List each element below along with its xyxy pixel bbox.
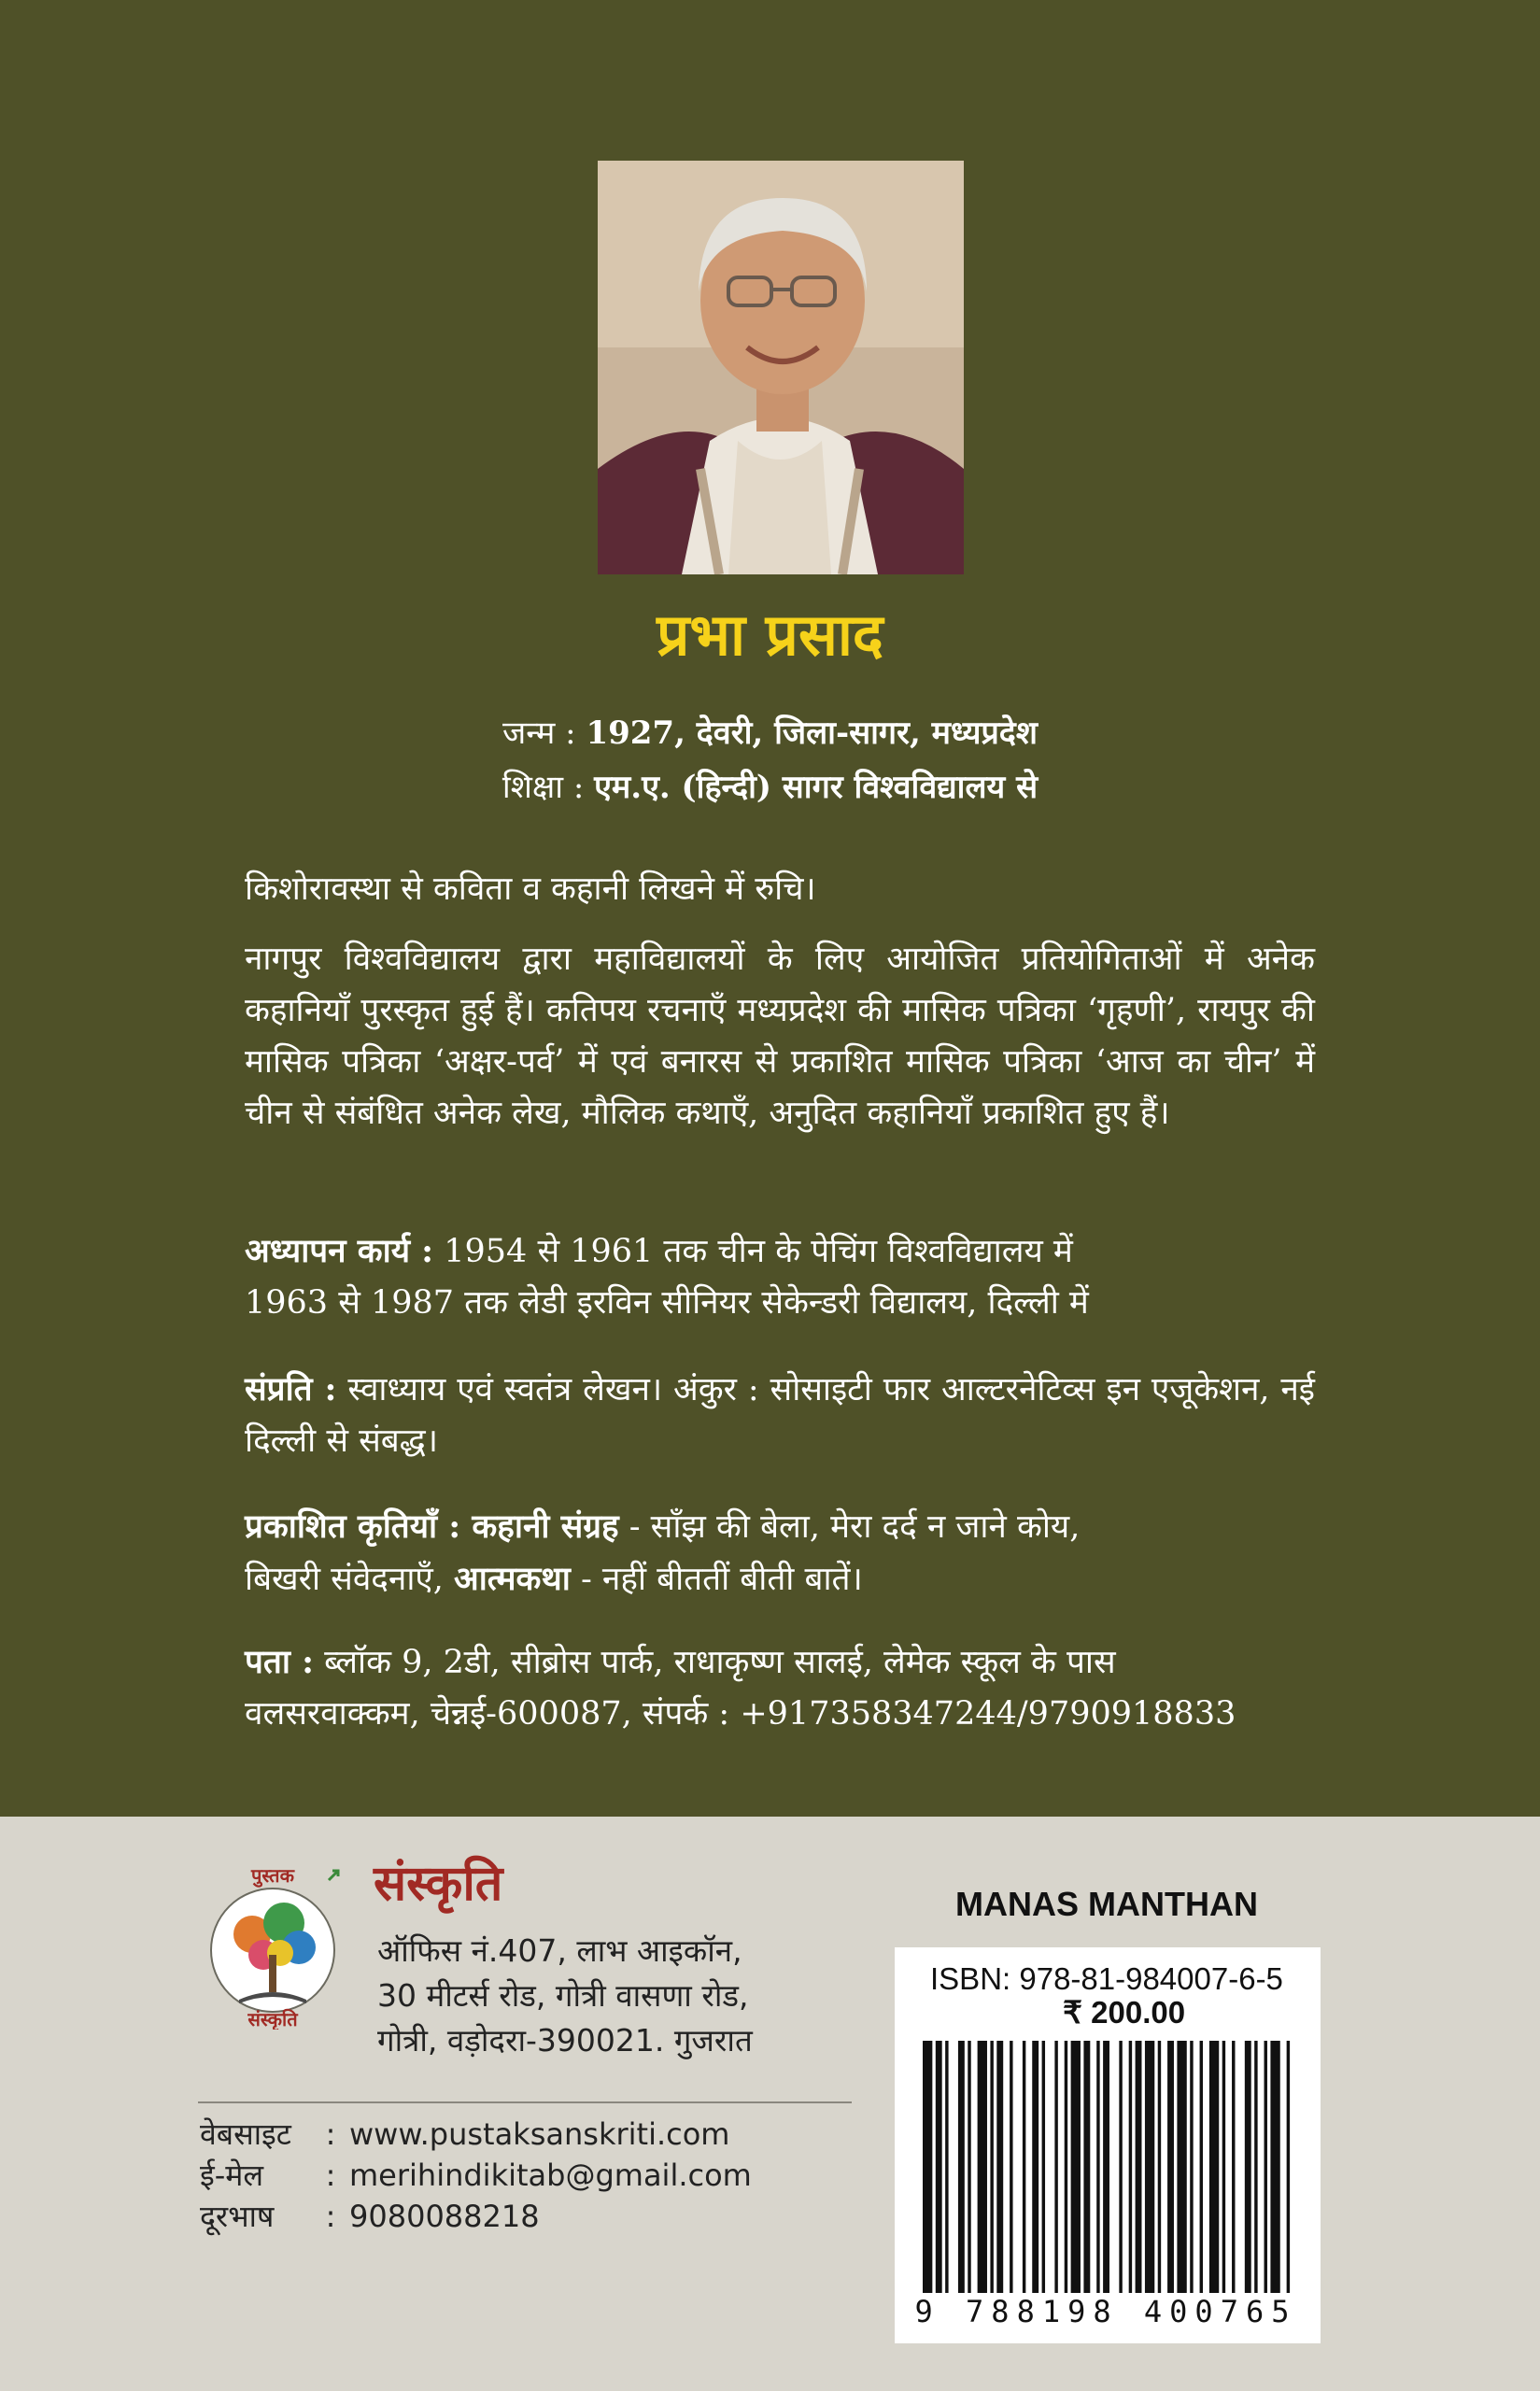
current-label: संप्रति : [245,1370,337,1408]
barcode-bar [968,2041,970,2293]
barcode-bar [1096,2041,1099,2293]
bio-interest [245,864,1315,915]
education-value: एम.ए. (हिन्दी) सागर विश्वविद्यालय से [594,769,1038,806]
email-label: ई-मेल [200,2158,264,2193]
barcode-digits: 9 788198 400765 [914,2294,1297,2329]
barcode-bar [923,2041,932,2293]
website-label: वेबसाइट [200,2116,291,2152]
barcode-bar [1209,2041,1219,2293]
teaching-line-2: 1963 से 1987 तक लेडी इरविन सीनियर सेकेन्डरी विद्यालय, दिल्ली में [245,1284,1089,1322]
barcode-bar [1042,2041,1045,2293]
barcode-bar [936,2041,942,2293]
author-birth [0,710,1540,757]
divider [198,2101,852,2103]
price-text: ₹ 200.00 [1063,1995,1186,2030]
teaching-label: अध्यापन कार्य : [245,1232,434,1270]
barcode-bar [958,2041,965,2293]
bio-current [245,1364,1315,1467]
address-label: पता : [245,1643,315,1681]
barcode-bar [978,2041,987,2293]
website-value[interactable]: www.pustaksanskriti.com [349,2116,730,2152]
author-name: प्रभा प्रसाद [657,601,883,669]
barcode-bar [1103,2041,1109,2293]
education-label: शिक्षा : [502,769,585,806]
publisher-phone: दूरभाष : 9080088218 [200,2196,540,2237]
barcode-bar [1032,2041,1038,2293]
barcode-bar [1287,2041,1290,2293]
barcode-bar [1177,2041,1186,2293]
bio-teaching [245,1225,1315,1329]
barcode-bar [1190,2041,1193,2293]
author-photo [598,161,964,574]
current-text: स्वाध्याय एवं स्वतंत्र लेखन। अंकुर : सोसाइटी फार आल्टरनेटिव्स इन एजूकेशन, नई दिल्ली से संबद्ध। [245,1371,1315,1460]
bio-interest-text: किशोरावस्था से कविता व कहानी लिखने में रुचि। [245,870,816,908]
works-text-1: - साँझ की बेला, मेरा दर्द न जाने कोय, [618,1508,1081,1546]
barcode-bar [1083,2041,1090,2293]
author-education [0,764,1540,811]
barcode-bar [1071,2041,1081,2293]
series-title: MANAS MANTHAN [955,1885,1258,1923]
back-cover-bottom-panel [0,1817,1540,2391]
teaching-line-1: 1954 से 1961 तक चीन के पेचिंग विश्वविद्यालय में [444,1233,1073,1270]
logo-top-text: पुस्तक [251,1864,294,1887]
works-text-2: बिखरी संवेदनाएँ, [245,1561,454,1598]
phone-label: दूरभाष [200,2199,275,2234]
publisher-address-line-3: गोत्री, वड़ोदरा-390021. गुजरात [377,2022,753,2059]
birth-label: जन्म : [502,714,576,752]
barcode-bar [1245,2041,1251,2293]
isbn-text: ISBN: 978-81-984007-6-5 [930,1961,1283,1996]
barcode-bar [1270,2041,1279,2293]
works-label-2: आत्मकथा [454,1560,571,1598]
logo-bottom-text: संस्कृति [247,2008,298,2030]
barcode-bar [945,2041,948,2293]
barcode-bar [1010,2041,1012,2293]
address-line-1: ब्लॉक 9, 2डी, सीब्रोस पार्क, राधाकृष्ण सालई, लेमेक स्कूल के पास [324,1644,1116,1681]
works-text-3: - नहीं बीततीं बीती बातें। [570,1561,863,1598]
barcode-bar [1145,2041,1154,2293]
birth-value: 1927, देवरी, जिला-सागर, मध्यप्रदेश [586,714,1038,752]
barcode-bar [1158,2041,1161,2293]
isbn-barcode-box [895,1947,1321,2343]
publisher-website[interactable]: वेबसाइट : www.pustaksanskriti.com [200,2114,729,2155]
publisher-logo [198,1861,347,2030]
barcode-graphic [923,2041,1296,2293]
phone-value: 9080088218 [349,2199,540,2234]
bio-achievements-text: नागपुर विश्वविद्यालय द्वारा महाविद्यालयों के लिए आयोजित प्रतियोगिताओं में अनेक कहानियाँ पुरस्कृत हुई हैं। कतिपय रचनाएँ मध्यप्रदेश की मासिक पत्रिका ‘गृहणी’, रायपुर की मासिक पत्रिका ‘अक्षर-पर्व’ में एवं बनारस से प्रकाशित मासिक पत्रिका ‘आज का चीन’ में चीन से संबंधित अनेक लेख, मौलिक कथाएँ, अनुदित कहानियाँ प्रकाशित हुए हैं। [245,941,1315,1132]
publisher-address-line-1: ऑफिस नं.407, लाभ आइकॉन, [377,1932,742,1969]
bio-achievements [245,934,1315,1139]
email-value[interactable]: merihindikitab@gmail.com [349,2158,752,2193]
publisher-email[interactable]: ई-मेल : merihindikitab@gmail.com [200,2155,752,2196]
barcode-bar [1264,2041,1267,2293]
address-line-2: वलसरवाक्कम, चेन्नई-600087, संपर्क : +917358347244/9790918833 [245,1695,1236,1733]
barcode-bar [1136,2041,1142,2293]
bio-works [245,1501,1315,1606]
barcode-bar [1200,2041,1203,2293]
barcode-bar [1023,2041,1025,2293]
barcode-bar [990,2041,993,2293]
barcode-bar [1054,2041,1057,2293]
barcode-bar [1167,2041,1174,2293]
barcode-bar [1065,2041,1067,2293]
works-label: प्रकाशित कृतियाँ : कहानी संग्रह [245,1507,619,1546]
barcode-bar [996,2041,1003,2293]
publisher-address-line-2: 30 मीटर्स रोड, गोत्री वासणा रोड, [377,1977,749,2014]
barcode-bar [1254,2041,1257,2293]
barcode-bar [1119,2041,1122,2293]
barcode-bar [1129,2041,1132,2293]
publisher-name: संस्कृति [374,1856,503,1912]
bio-address [245,1636,1315,1740]
barcode-bar [1222,2041,1225,2293]
barcode-bar [1232,2041,1235,2293]
